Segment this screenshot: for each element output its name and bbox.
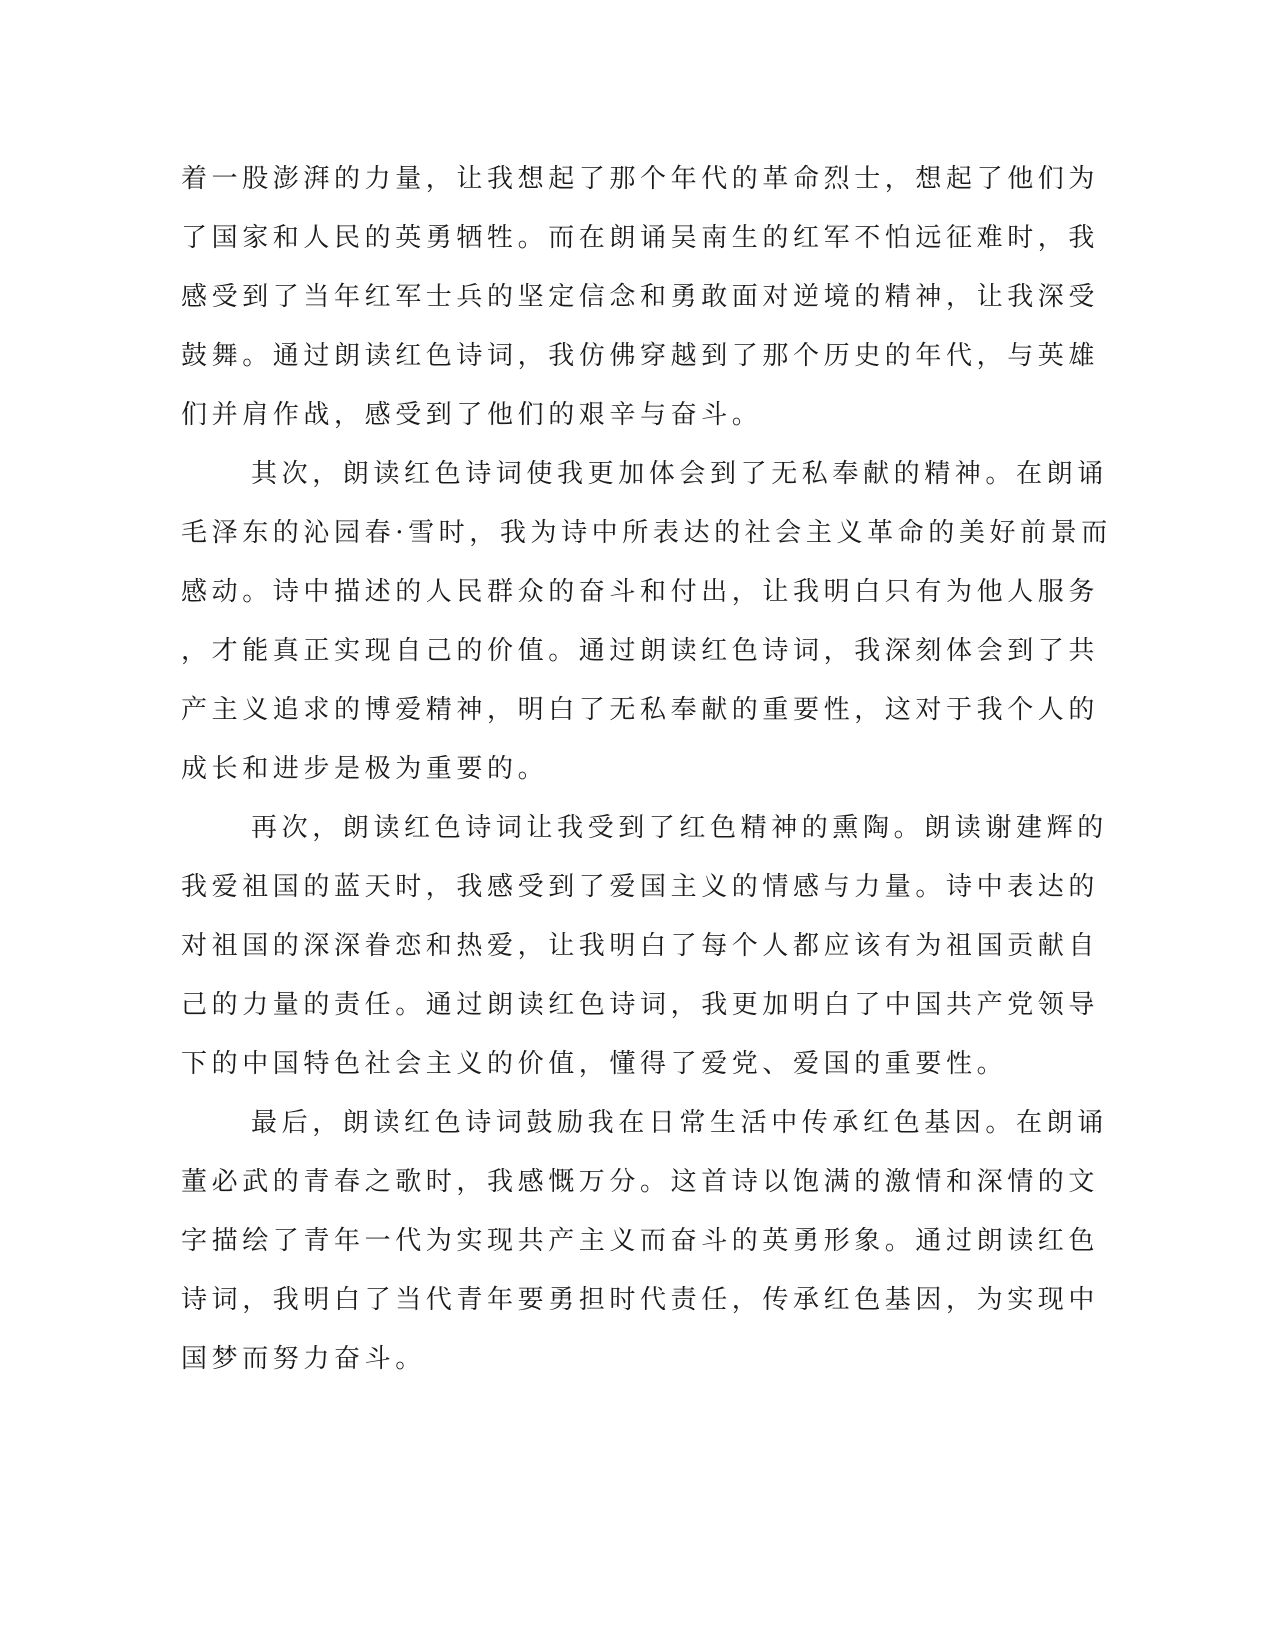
text-line: 最后，朗读红色诗词鼓励我在日常生活中传承红色基因。在朗诵 xyxy=(251,1108,1108,1138)
text-line: 下的中国特色社会主义的价值，懂得了爱党、爱国的重要性。 xyxy=(181,1049,1008,1079)
text-line: 字描绘了青年一代为实现共产主义而奋斗的英勇形象。通过朗读红色 xyxy=(181,1226,1100,1256)
text-line: 感受到了当年红军士兵的坚定信念和勇敢面对逆境的精神，让我深受 xyxy=(181,282,1100,312)
text-line: 诗词，我明白了当代青年要勇担时代责任，传承红色基因，为实现中 xyxy=(181,1285,1100,1315)
text-line: 们并肩作战，感受到了他们的艰辛与奋斗。 xyxy=(181,400,763,430)
text-line: 对祖国的深深眷恋和热爱，让我明白了每个人都应该有为祖国贡献自 xyxy=(181,931,1100,961)
text-line: 我爱祖国的蓝天时，我感受到了爱国主义的情感与力量。诗中表达的 xyxy=(181,872,1100,902)
text-line: 国梦而努力奋斗。 xyxy=(181,1344,426,1374)
text-line: 感动。诗中描述的人民群众的奋斗和付出，让我明白只有为他人服务 xyxy=(181,577,1100,607)
text-line: 己的力量的责任。通过朗读红色诗词，我更加明白了中国共产党领导 xyxy=(181,990,1100,1020)
text-line: 董必武的青春之歌时，我感慨万分。这首诗以饱满的激情和深情的文 xyxy=(181,1167,1100,1197)
document-body xyxy=(181,150,1112,1389)
text-line: 其次，朗读红色诗词使我更加体会到了无私奉献的精神。在朗诵 xyxy=(251,459,1108,489)
paragraph xyxy=(181,150,1100,445)
paragraph xyxy=(181,799,1108,1094)
text-line: 毛泽东的沁园春·雪时，我为诗中所表达的社会主义革命的美好前景而 xyxy=(181,518,1112,548)
text-line: 成长和进步是极为重要的。 xyxy=(181,754,549,784)
text-line: 鼓舞。通过朗读红色诗词，我仿佛穿越到了那个历史的年代，与英雄 xyxy=(181,341,1100,371)
paragraph xyxy=(181,1094,1108,1389)
text-line: 着一股澎湃的力量，让我想起了那个年代的革命烈士，想起了他们为 xyxy=(181,164,1100,194)
text-line: 再次，朗读红色诗词让我受到了红色精神的熏陶。朗读谢建辉的 xyxy=(251,813,1108,843)
text-line: 了国家和人民的英勇牺牲。而在朗诵吴南生的红军不怕远征难时，我 xyxy=(181,223,1100,253)
text-line: ，才能真正实现自己的价值。通过朗读红色诗词，我深刻体会到了共 xyxy=(181,636,1100,666)
text-line: 产主义追求的博爱精神，明白了无私奉献的重要性，这对于我个人的 xyxy=(181,695,1100,725)
paragraph xyxy=(181,445,1112,799)
